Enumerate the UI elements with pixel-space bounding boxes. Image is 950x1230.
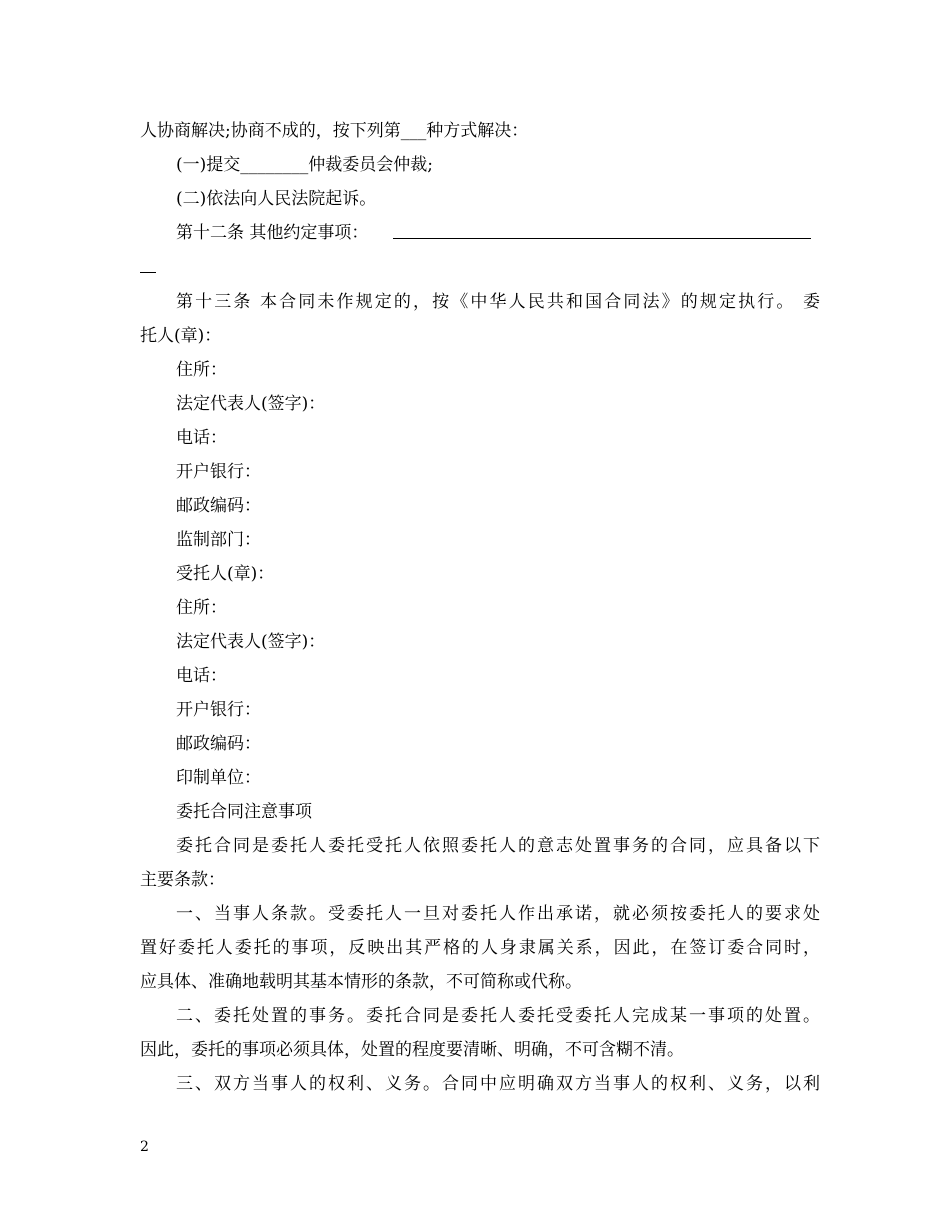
text-line: 邮政编码： [176,734,261,754]
text-line: 第十二条 其他约定事项： [176,223,369,243]
text-line: 邮政编码： [176,496,261,516]
text-line: 法定代表人(签字)： [176,394,326,414]
text-line: 电话： [176,666,227,686]
text-line: 印制单位： [176,768,261,788]
section-heading: 委托合同注意事项 [176,802,312,822]
text-line: 委托合同是委托人委托受托人依照委托人的意志处置事务的合同，应具备以下 [176,836,820,856]
text-line: 住所： [176,360,227,380]
fill-in-dash [140,272,156,273]
text-line: (二)依法向人民法院起诉。 [176,189,377,209]
text-line: 应具体、准确地载明其基本情形的条款，不可简称或代称。 [140,972,582,992]
text-line: 置好委托人委托的事项，反映出其严格的人身隶属关系，因此，在签订委合同时， [140,938,820,958]
text-line: 住所： [176,598,227,618]
text-line: 开户银行： [176,462,261,482]
text-line: 电话： [176,428,227,448]
text-line: (一)提交________仲裁委员会仲裁; [176,155,433,175]
text-line: 主要条款： [140,870,225,890]
page-number: 2 [140,1139,149,1155]
text-line: 一、当事人条款。受委托人一旦对委托人作出承诺，就必须按委托人的要求处 [176,904,820,924]
text-line: 第十三条 本合同未作规定的，按《中华人民共和国合同法》的规定执行。 委 [176,292,820,312]
text-line: 托人(章)： [140,326,222,346]
text-line: 人协商解决;协商不成的，按下列第___种方式解决： [140,121,529,141]
text-line: 三、双方当事人的权利、义务。合同中应明确双方当事人的权利、义务，以利 [176,1074,820,1094]
text-line: 开户银行： [176,700,261,720]
fill-in-rule [393,238,811,239]
text-line: 监制部门： [176,530,261,550]
text-line: 受托人(章)： [176,564,275,584]
text-line: 因此，委托的事项必须具体，处置的程度要清晰、明确，不可含糊不清。 [140,1040,684,1060]
text-line: 二、委托处置的事务。委托合同是委托人委托受委托人完成某一事项的处置。 [176,1006,820,1026]
text-line: 法定代表人(签字)： [176,632,326,652]
